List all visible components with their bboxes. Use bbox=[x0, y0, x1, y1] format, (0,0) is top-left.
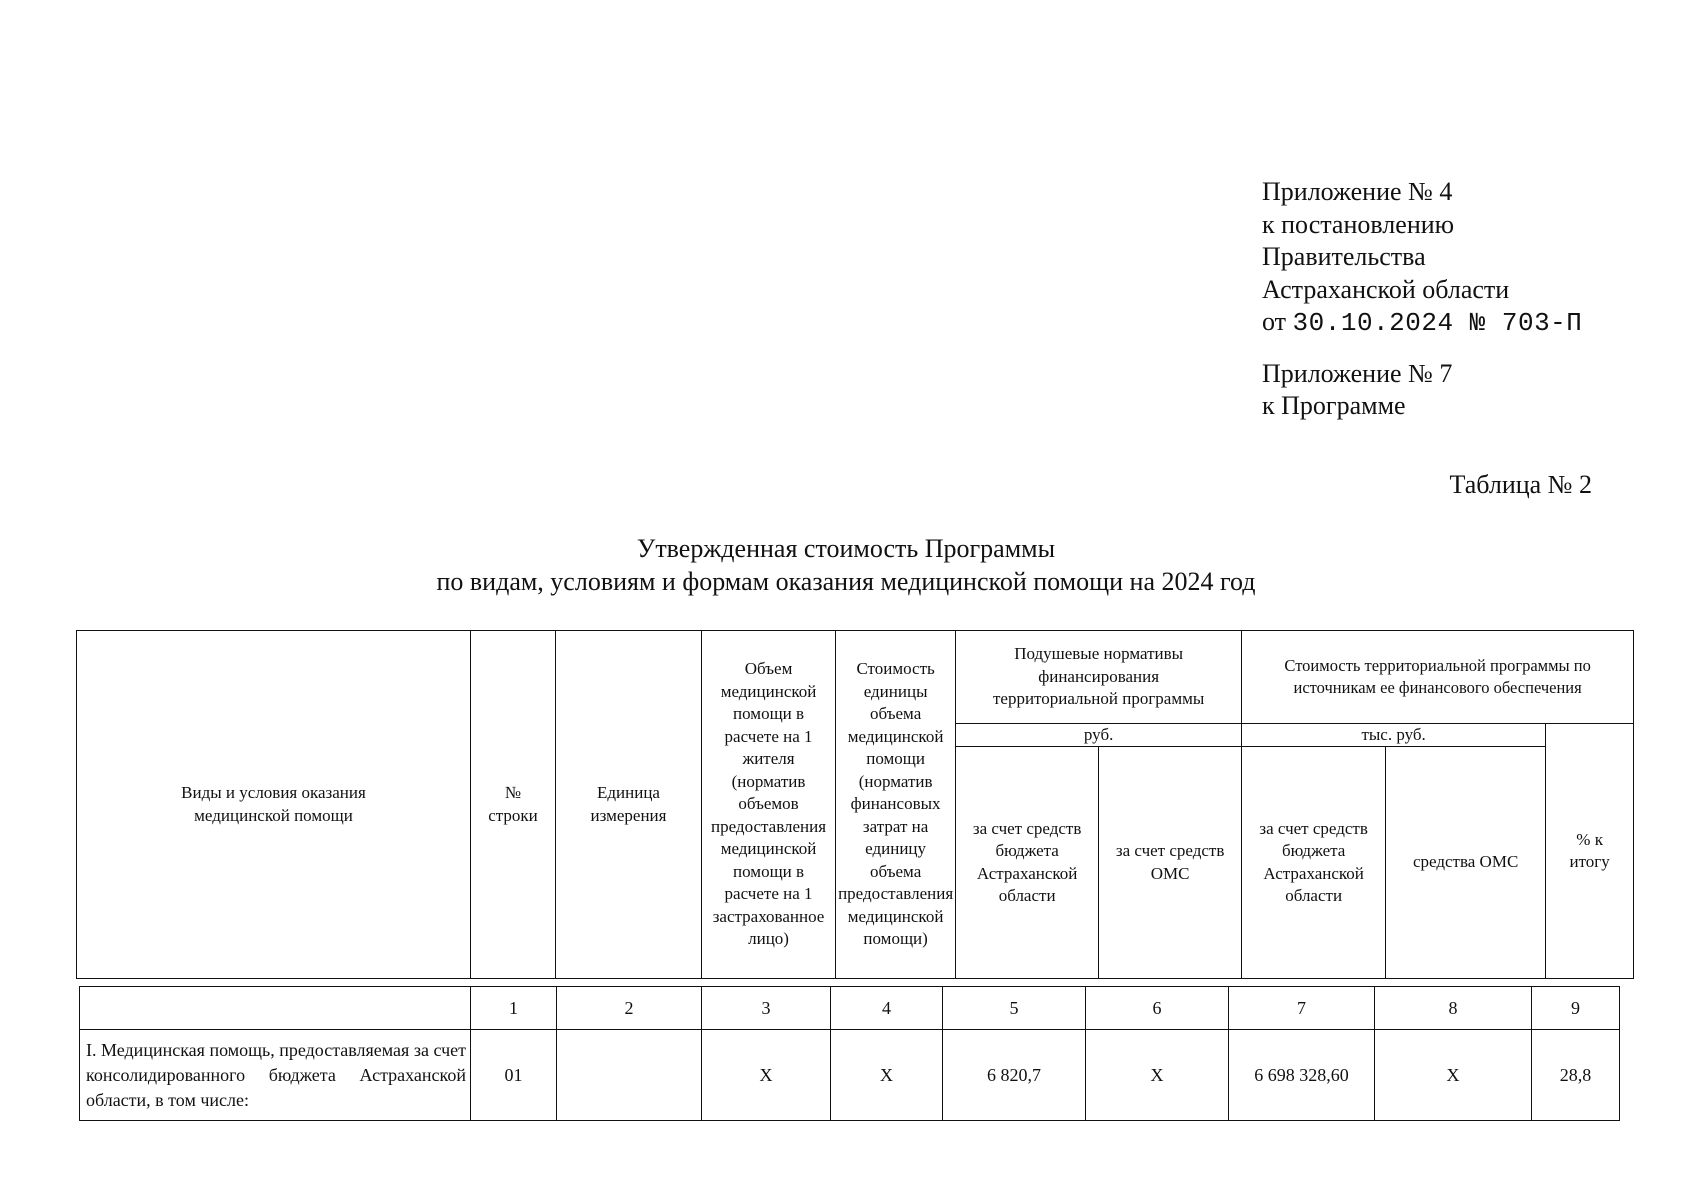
document-title bbox=[0, 532, 1692, 598]
cost-table-body bbox=[79, 986, 1620, 1121]
cost-table-header bbox=[76, 630, 1634, 979]
header-kinds: Виды и условия оказания медицинской помощи bbox=[77, 631, 471, 979]
header-unit: Единица измерения bbox=[556, 631, 702, 979]
appendix-date-stamp: 30.10.2024 № 703-П bbox=[1292, 308, 1583, 338]
header-unit-rub: руб. bbox=[956, 724, 1242, 747]
row-percent: 28,8 bbox=[1532, 1030, 1620, 1121]
header-program-cost-group: Стоимость территориальной программы по источникам ее финансового обеспечения bbox=[1242, 631, 1634, 724]
appendix-date-prefix: от bbox=[1262, 307, 1287, 336]
column-number-cell: 9 bbox=[1532, 987, 1620, 1030]
header-row-number: № строки bbox=[471, 631, 556, 979]
appendix-resolution-line: к постановлению bbox=[1262, 209, 1455, 239]
column-number-cell: 5 bbox=[943, 987, 1086, 1030]
row-number: 01 bbox=[471, 1030, 557, 1121]
column-number-cell: 8 bbox=[1375, 987, 1532, 1030]
header-cost-budget: за счет средств бюджета Астраханской области bbox=[1242, 747, 1386, 979]
appendix-date-line bbox=[1262, 306, 1582, 340]
program-appendix-ref: к Программе bbox=[1262, 391, 1406, 420]
row-per-capita-oms: Х bbox=[1086, 1030, 1229, 1121]
header-cost-oms: средства ОМС bbox=[1386, 747, 1546, 979]
column-number-cell: 7 bbox=[1229, 987, 1375, 1030]
row-cost-budget: 6 698 328,60 bbox=[1229, 1030, 1375, 1121]
column-number-cell: 1 bbox=[471, 987, 557, 1030]
header-per-capita-oms: за счет средств ОМС bbox=[1099, 747, 1242, 979]
appendix-number: Приложение № 4 bbox=[1262, 177, 1453, 206]
row-per-capita-budget: 6 820,7 bbox=[943, 1030, 1086, 1121]
appendix-reference bbox=[1262, 176, 1582, 423]
document-title-line1: Утвержденная стоимость Программы bbox=[636, 534, 1056, 563]
appendix-government-line: Правительства bbox=[1262, 242, 1426, 271]
header-per-capita-budget: за счет средств бюджета Астраханской области bbox=[956, 747, 1099, 979]
table-row bbox=[80, 1030, 1620, 1121]
header-percent-total: % к итогу bbox=[1546, 724, 1634, 979]
column-number-cell: 4 bbox=[831, 987, 943, 1030]
column-number-cell: 2 bbox=[557, 987, 702, 1030]
header-volume: Объем медицинской помощи в расчете на 1 жителя (норматив объемов предоставления медицинской помощи в расчете на 1 застрахованное лицо) bbox=[702, 631, 836, 979]
header-cost-per-unit: Стоимость единицы объема медицинской помощи (норматив финансовых затрат на единицу объема предоставления медицинской помощи) bbox=[836, 631, 956, 979]
document-title-line2: по видам, условиям и формам оказания медицинской помощи на 2024 год bbox=[436, 567, 1256, 596]
column-number-cell bbox=[80, 987, 471, 1030]
row-cost-oms: Х bbox=[1375, 1030, 1532, 1121]
appendix-region-line: Астраханской области bbox=[1262, 274, 1510, 304]
row-volume: Х bbox=[702, 1030, 831, 1121]
row-cost-per-unit: Х bbox=[831, 1030, 943, 1121]
column-number-cell: 3 bbox=[702, 987, 831, 1030]
column-number-cell: 6 bbox=[1086, 987, 1229, 1030]
program-appendix-number: Приложение № 7 bbox=[1262, 358, 1453, 388]
header-per-capita-group: Подушевые нормативы финансирования территориальной программы bbox=[956, 631, 1242, 724]
row-unit bbox=[557, 1030, 702, 1121]
column-number-row bbox=[80, 987, 1620, 1030]
header-unit-thousand-rub: тыс. руб. bbox=[1242, 724, 1546, 747]
row-kind-name: I. Медицинская помощь, предоставляемая за счет консолидированного бюджета Астраханской области, в том числе: bbox=[80, 1030, 471, 1121]
table-label: Таблица № 2 bbox=[1449, 470, 1592, 499]
